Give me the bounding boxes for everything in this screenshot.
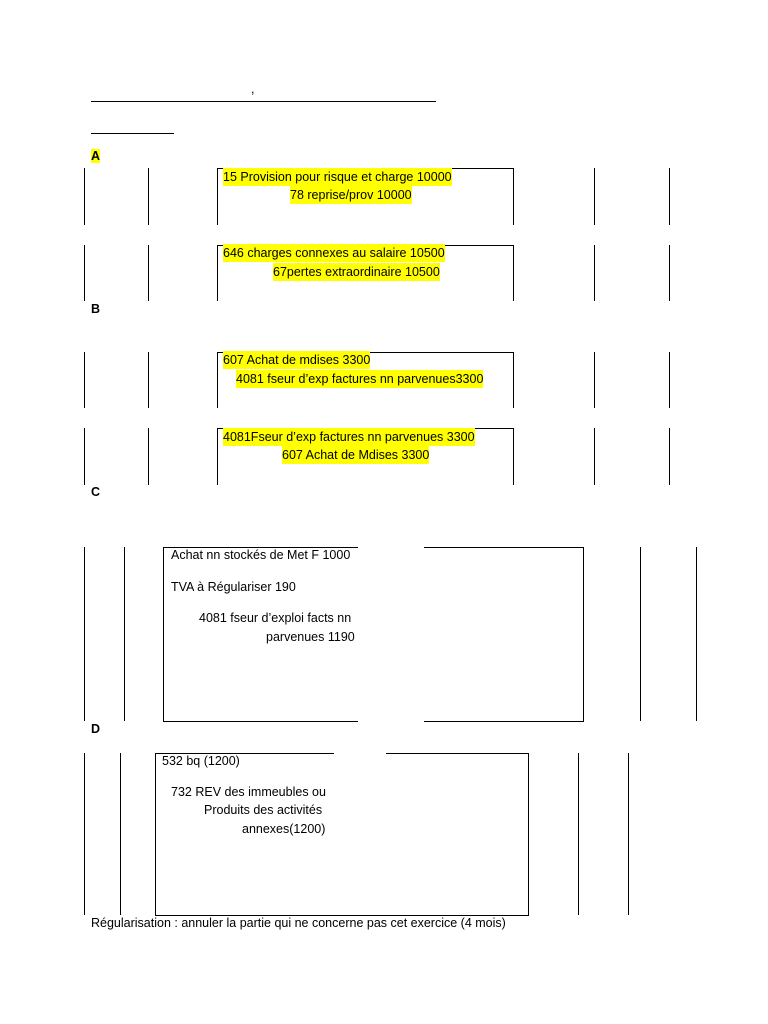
entry-a1-debit: 15 Provision pour risque et charge 10000: [223, 170, 452, 184]
title-comma: ,: [251, 82, 255, 96]
entry-b1-credit: 4081 fseur d’exp factures nn parvenues3300: [236, 372, 484, 386]
section-b-label: B: [91, 302, 101, 316]
entry-d-line-2: 732 REV des immeubles ou: [171, 785, 326, 799]
entry-a1-credit: 78 reprise/prov 10000: [290, 188, 412, 202]
entry-c-line-1: Achat nn stockés de Met F 1000: [171, 548, 351, 562]
entry-a2-credit: 67pertes extraordinaire 10500: [273, 265, 440, 279]
section-c-label: C: [91, 485, 101, 499]
entry-d-line-3: Produits des activités: [204, 803, 323, 817]
regularisation-note: Régularisation : annuler la partie qui ne concerne pas cet exercice (4 mois): [91, 916, 506, 930]
entry-c-line-2: TVA à Régulariser 190: [171, 580, 296, 594]
entry-b1-debit: 607 Achat de mdises 3300: [223, 353, 371, 367]
entry-d-line-1: 532 bq (1200): [162, 754, 240, 768]
section-d-box: [155, 753, 529, 916]
entry-a2-debit: 646 charges connexes au salaire 10500: [223, 246, 445, 260]
section-d-label: D: [91, 722, 101, 736]
entry-d-line-4: annexes(1200): [242, 822, 326, 836]
title-underline: [91, 101, 436, 102]
entry-c-line-3: 4081 fseur d’exploi facts nn: [199, 611, 352, 625]
entry-b2-credit: 607 Achat de Mdises 3300: [282, 448, 430, 462]
entry-c-line-4: parvenues 1190: [266, 630, 355, 644]
section-c-box: [163, 547, 584, 722]
section-a-label: A: [91, 149, 101, 163]
entry-b2-debit: 4081Fseur d’exp factures nn parvenues 3300: [223, 430, 475, 444]
subtitle-underline: [91, 133, 174, 134]
